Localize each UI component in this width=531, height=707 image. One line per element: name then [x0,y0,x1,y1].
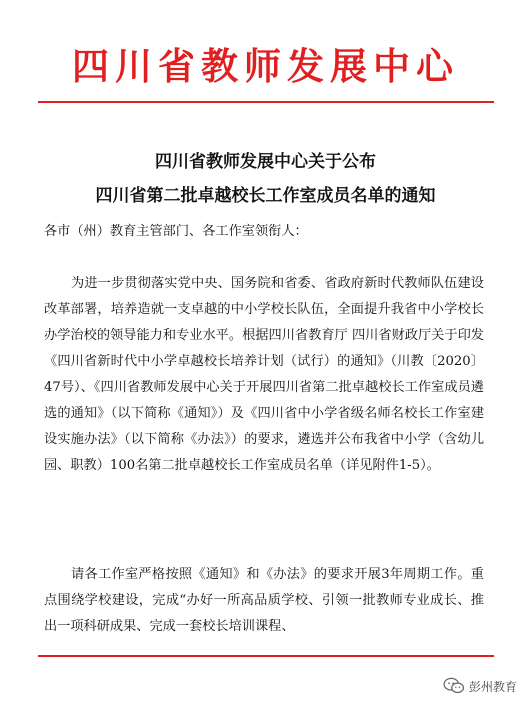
masthead: 四川省教师发展中心 [72,44,459,88]
wechat-icon [443,677,465,695]
watermark [443,677,517,695]
paragraph-1: 为进一步贯彻落实党中央、国务院和省委、省政府新时代教师队伍建设改革部署，培养造就一支卓越的中小学校长队伍，全面提升我省中小学校长办学治校的领导能力和专业水平。根据四川省教育厅 四川省财政厅关于印发《四川省新时代中小学卓越校长培养计划（试行）的通知》（川教〔2020〕47号）、《四川省教师发展中心关于开展四川省第二批卓越校长工作室成员遴选的通知》（以下简称《通知》）及《四川省中小学省级名师名校长工作室建设实施办法》（以下简称《办法》）的要求，遴选并公布我省中小学（含幼儿园、职教）100名第二批卓越校长工作室成员名单（详见附件1-5）。 [44,276,484,473]
document-title-line2: 四川省第二批卓越校长工作室成员名单的通知 [95,186,436,206]
bottom-rule [38,655,494,657]
salutation: 各市（州）教育主管部门、各工作室领衔人： [44,224,308,239]
watermark-text: 彭州教育 [468,679,517,694]
paragraph-2: 请各工作室严格按照《通知》和《办法》的要求开展3年周期工作。重点围绕学校建设，完成“办好一所高品质学校、引领一批教师专业成长、推出一项科研成果、完成一套校长培训课程、 [44,567,484,634]
masthead-rule [38,101,494,103]
document-title-line1: 四川省教师发展中心关于公布 [155,152,376,172]
